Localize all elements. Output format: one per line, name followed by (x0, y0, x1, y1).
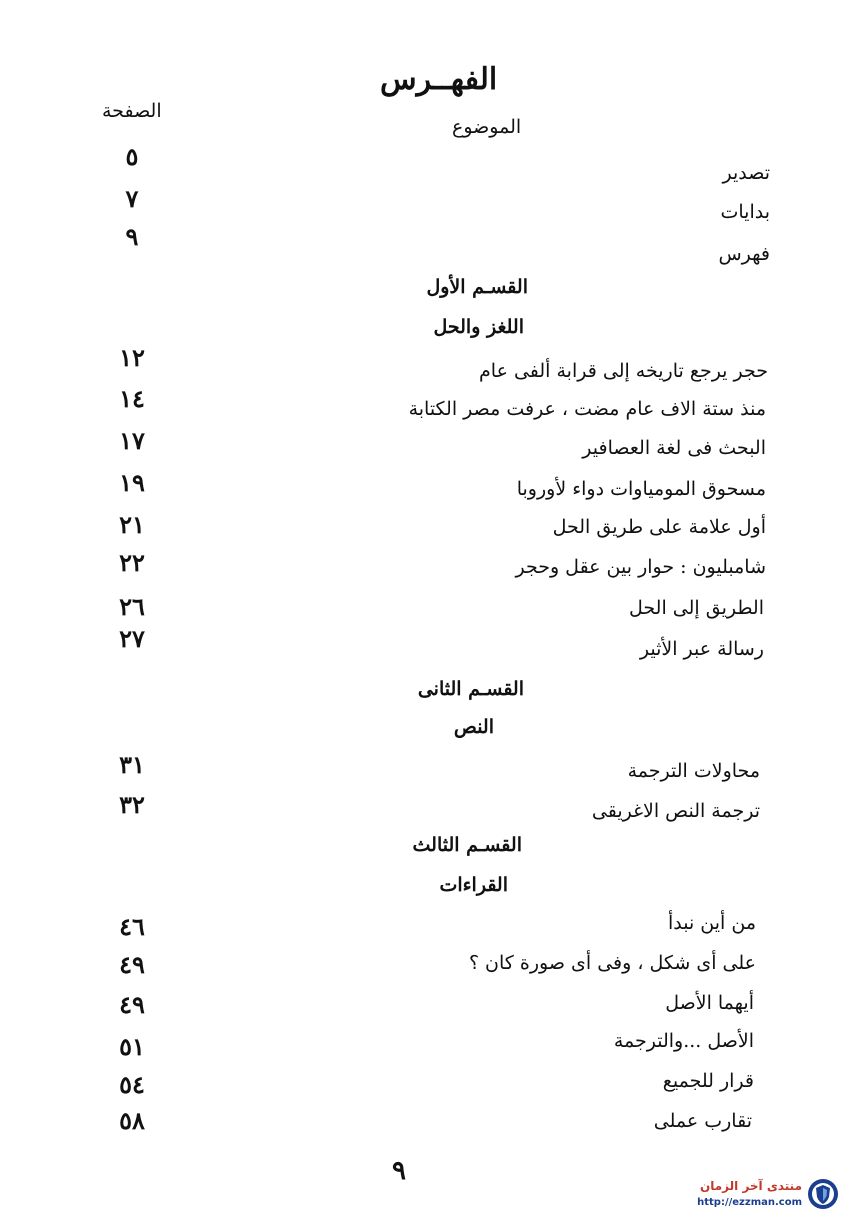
toc-entry-title: من أين نبدأ (667, 912, 756, 934)
toc-entry-page: ٣١ (119, 750, 145, 779)
toc-entry-page: ١٩ (119, 468, 145, 497)
section-part-heading: القسـم الأول (426, 276, 528, 298)
toc-entry-title: أيهما الأصل (665, 992, 754, 1014)
toc-entry-title: ترجمة النص الاغريقى (591, 800, 760, 822)
section-part-heading: القسـم الثالث (412, 834, 522, 856)
toc-entry-title: مسحوق المومياوات دواء لأوروبا (516, 478, 766, 500)
toc-entry-title: أول علامة على طريق الحل (552, 516, 766, 538)
section-name-heading: القراءات (439, 874, 508, 896)
toc-entry-title: تقارب عملى (653, 1110, 752, 1132)
page-column-header: الصفحة (102, 100, 162, 122)
toc-entry-page: ٩ (125, 222, 139, 251)
toc-entry-title: بدايات (720, 201, 770, 223)
toc-entry-page: ٢٧ (119, 624, 145, 653)
section-name-heading: النص (453, 716, 494, 738)
toc-entry-title: الطريق إلى الحل (629, 597, 764, 619)
section-part-heading: القسـم الثانى (417, 678, 524, 700)
toc-entry-page: ٤٩ (119, 990, 145, 1019)
toc-entry-page: ٥ (125, 142, 139, 171)
toc-entry-title: على أى شكل ، وفى أى صورة كان ؟ (468, 952, 756, 974)
toc-entry-page: ٥٤ (119, 1070, 145, 1099)
toc-entry-page: ٤٦ (119, 912, 145, 941)
toc-entry-title: البحث فى لغة العصافير (582, 437, 766, 459)
toc-entry-page: ٥١ (119, 1032, 145, 1061)
toc-entry-page: ٢١ (119, 510, 145, 539)
toc-entry-title: الأصل ...والترجمة (613, 1030, 754, 1052)
toc-entry-page: ٢٦ (119, 592, 145, 621)
watermark-url: http://ezzman.com (697, 1197, 802, 1208)
toc-entry-title: شامبليون : حوار بين عقل وحجر (515, 556, 766, 578)
section-name-heading: اللغز والحل (433, 316, 524, 338)
toc-entry-title: قرار للجميع (662, 1070, 754, 1092)
toc-entry-title: محاولات الترجمة (627, 760, 760, 782)
toc-entry-page: ٣٢ (119, 790, 145, 819)
watermark-name: منتدى آخر الزمان (700, 1179, 802, 1193)
toc-entry-page: ٧ (125, 184, 139, 213)
toc-entry-page: ٢٢ (119, 548, 145, 577)
footer-page-number: ٩ (392, 1156, 406, 1186)
toc-entry-title: رسالة عبر الأثير (639, 638, 764, 660)
toc-entry-page: ١٧ (119, 426, 145, 455)
toc-entry-page: ٥٨ (119, 1106, 145, 1135)
toc-entry-title: منذ ستة الاف عام مضت ، عرفت مصر الكتابة (408, 398, 766, 420)
toc-entry-title: حجر يرجع تاريخه إلى قرابة ألفى عام (479, 360, 768, 382)
toc-entry-page: ١٤ (119, 384, 145, 413)
subject-column-header: الموضوع (452, 116, 522, 138)
toc-entry-title: تصدير (722, 162, 770, 184)
page-title: الفهــرس (380, 62, 498, 97)
shield-icon (806, 1177, 840, 1211)
toc-entry-title: فهرس (718, 243, 770, 265)
toc-entry-page: ١٢ (119, 343, 145, 372)
watermark-logo (664, 1175, 844, 1215)
toc-entry-page: ٤٩ (119, 950, 145, 979)
